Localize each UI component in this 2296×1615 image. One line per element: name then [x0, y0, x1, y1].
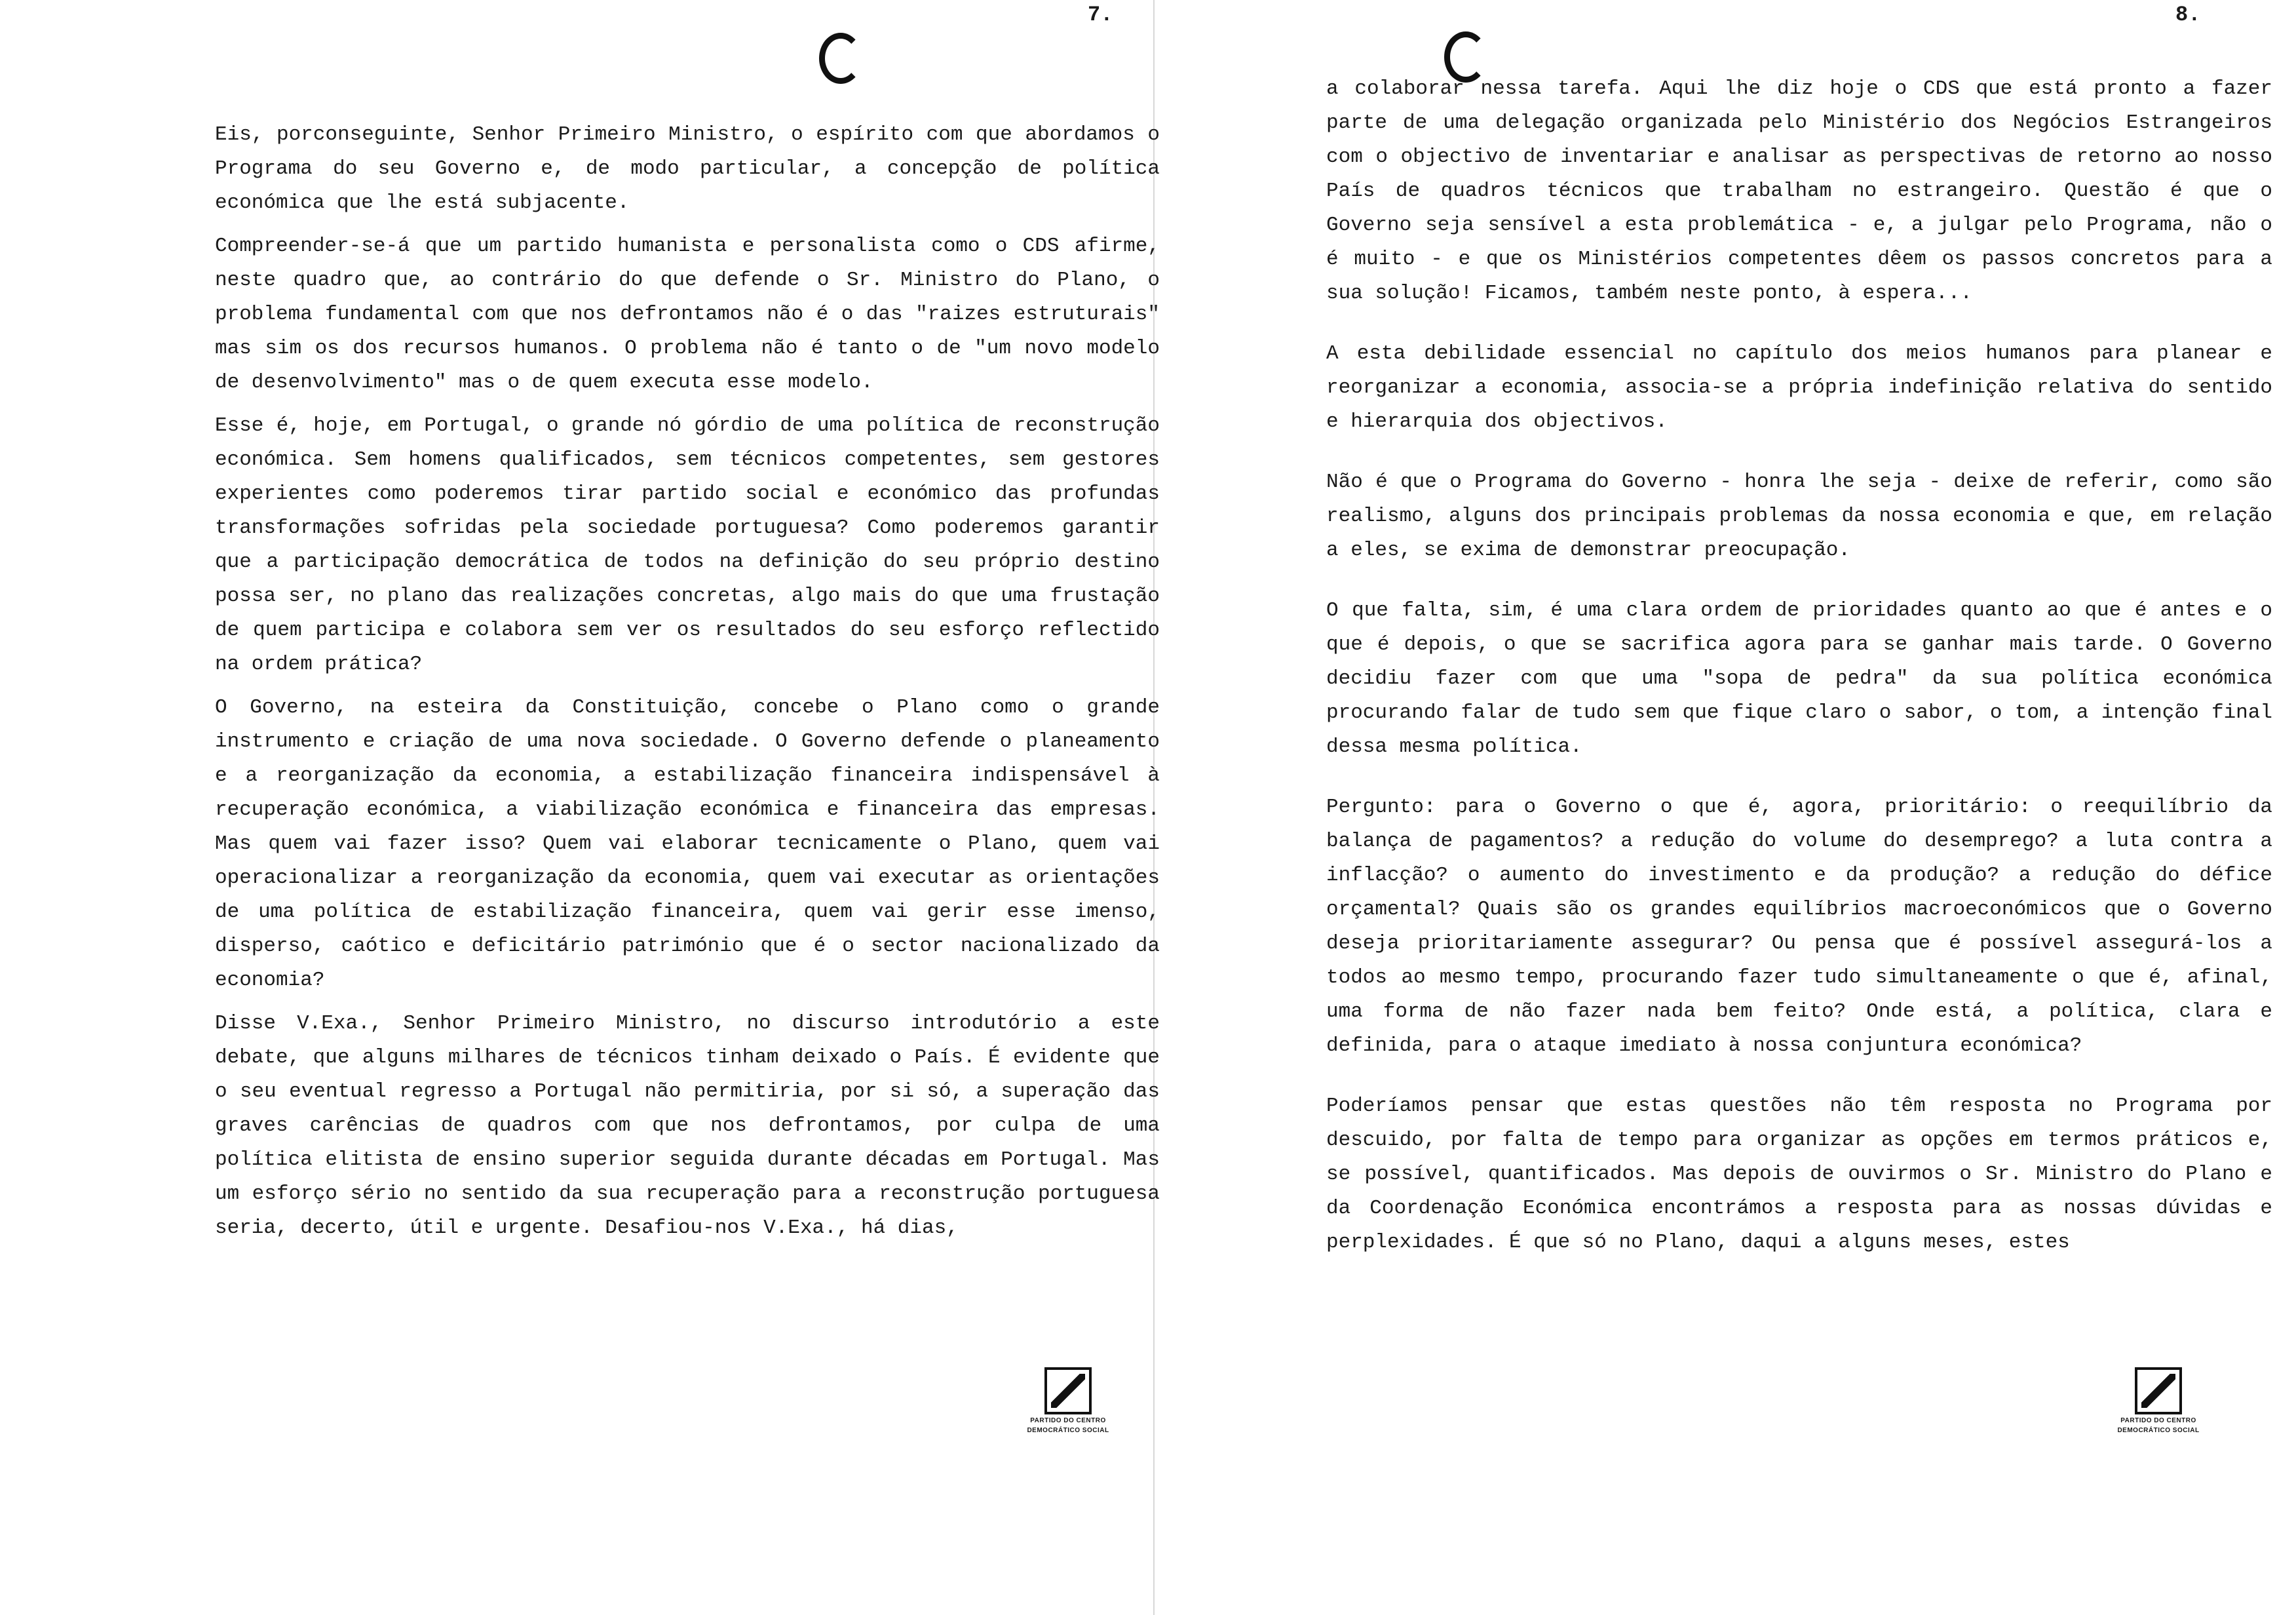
logo-text-line2: DEMOCRÁTICO SOCIAL	[2117, 1427, 2200, 1434]
paragraph: Não é que o Programa do Governo - honra lhe seja - deixe de referir, como são realismo, alguns dos principais problemas da nossa economia e que, em relação a eles, se exima de demonstrar preocupação.	[1326, 471, 2272, 562]
paragraph: Poderíamos pensar que estas questões não têm resposta no Programa por descuido, por falta de tempo para organizar as opções em termos práticos e, se possível, quantificados. Mas depois de ouvirmos o Sr. Ministro do Plano e da Coordenação Económica encontrámos a resposta para as nossas dúvidas e perplexidades. É que só no Plano, daqui a alguns meses, estes	[1326, 1095, 2272, 1254]
paragraph: Esse é, hoje, em Portugal, o grande nó górdio de uma política de reconstrução económica. Sem homens qualificados, sem técnicos competentes, sem gestores experientes como poderemos tirar partido social e económico das profundas transformações sofridas pela sociedade portuguesa? Como poderemos garantir que a participação democrática de todos na definição do seu próprio destino possa ser, no plano das realizações concretas, algo mais do que uma frustação de quem participa e colabora sem ver os resultados do seu esforço reflectido na ordem prática?	[215, 414, 1160, 676]
paragraph: O Governo, na esteira da Constituição, concebe o Plano como o grande instrumento e criação de uma nova sociedade. O Governo defende o planeamento e a reorganização da economia, a estabilização financeira indispensável à recuperação económica, a viabilização económica e financeira das empresas. Mas quem vai fazer isso? Quem vai elaborar tecnicamente o Plano, quem vai operacionalizar a reorganização da economia, quem vai executar as orientações de uma política de estabilização financeira, quem vai gerir esse imenso, disperso, caótico e deficitário património que é o sector nacionalizado da economia?	[215, 696, 1160, 992]
paragraph: O que falta, sim, é uma clara ordem de prioridades quanto ao que é antes e o que é depois, o que se sacrifica agora para se ganhar mais tarde. O Governo decidiu fazer com que uma "sopa de pedra" da sua política económica procurando falar de tudo sem que fique claro o sabor, o tom, a intenção final dessa mesma política.	[1326, 599, 2272, 758]
page-number: 7.	[1088, 3, 1113, 27]
page-body	[215, 118, 1160, 1255]
page-body	[1326, 72, 2272, 1286]
logo-text-line1: PARTIDO DO CENTRO	[2120, 1417, 2196, 1424]
logo-text-line2: DEMOCRÁTICO SOCIAL	[1027, 1427, 1109, 1434]
logo-mark-icon	[1044, 1367, 1092, 1414]
paragraph: Disse V.Exa., Senhor Primeiro Ministro, no discurso introdutório a este debate, que alguns milhares de técnicos tinham deixado o País. É evidente que o seu eventual regresso a Portugal não permitiria, por si só, a superação das graves carências de quadros com que nos defrontamos, por culpa de uma política elitista de ensino superior seguida durante décadas em Portugal. Mas um esforço sério no sentido da sua recuperação para a reconstrução portuguesa seria, decerto, útil e urgente. Desafiou-nos V.Exa., há dias,	[215, 1012, 1160, 1239]
party-logo	[2099, 1367, 2217, 1433]
logo-text-line1: PARTIDO DO CENTRO	[1030, 1417, 1106, 1424]
party-logo	[1009, 1367, 1127, 1433]
logo-mark-icon	[2135, 1367, 2182, 1414]
paragraph: Eis, porconseguinte, Senhor Primeiro Ministro, o espírito com que abordamos o Programa do seu Governo e, de modo particular, a concepção de política económica que lhe está subjacente.	[215, 123, 1160, 214]
paragraph: Pergunto: para o Governo o que é, agora, prioritário: o reequilíbrio da balança de pagamentos? a redução do volume do desemprego? a luta contra a inflacção? o aumento do investimento e da produção? a redução do défice orçamental? Quais são os grandes equilíbrios macroeconómicos que o Governo deseja prioritariamente assegurar? Ou pensa que é possível assegurá-los a todos ao mesmo tempo, procurando fazer tudo simultaneamente o que é, afinal, uma forma de não fazer nada bem feito? Onde está, a política, clara e definida, para o ataque imediato à nossa conjuntura económica?	[1326, 796, 2272, 1057]
paragraph: a colaborar nessa tarefa. Aqui lhe diz hoje o CDS que está pronto a fazer parte de uma delegação organizada pelo Ministério dos Negócios Estrangeiros com o objectivo de inventariar e analisar as perspectivas de retorno ao nosso País de quadros técnicos que trabalham no estrangeiro. Questão é que o Governo seja sensível a esta problemática - e, a julgar pelo Programa, não o é muito - e que os Ministérios competentes dêem os passos concretos para a sua solução! Ficamos, também neste ponto, à espera...	[1326, 77, 2272, 305]
document-page-right	[1153, 0, 2296, 1615]
crescent-mark	[819, 33, 862, 84]
paragraph: A esta debilidade essencial no capítulo dos meios humanos para planear e reorganizar a economia, associa-se a própria indefinição relativa do sentido e hierarquia dos objectivos.	[1326, 342, 2272, 433]
page-number: 8.	[2175, 3, 2201, 27]
paragraph: Compreender-se-á que um partido humanista e personalista como o CDS afirme, neste quadro que, ao contrário do que defende o Sr. Ministro do Plano, o problema fundamental com que nos defrontamos não é o das "raizes estruturais" mas sim os dos recursos humanos. O problema não é tanto o de "um novo modelo de desenvolvimento" mas o de quem executa esse modelo.	[215, 235, 1160, 394]
